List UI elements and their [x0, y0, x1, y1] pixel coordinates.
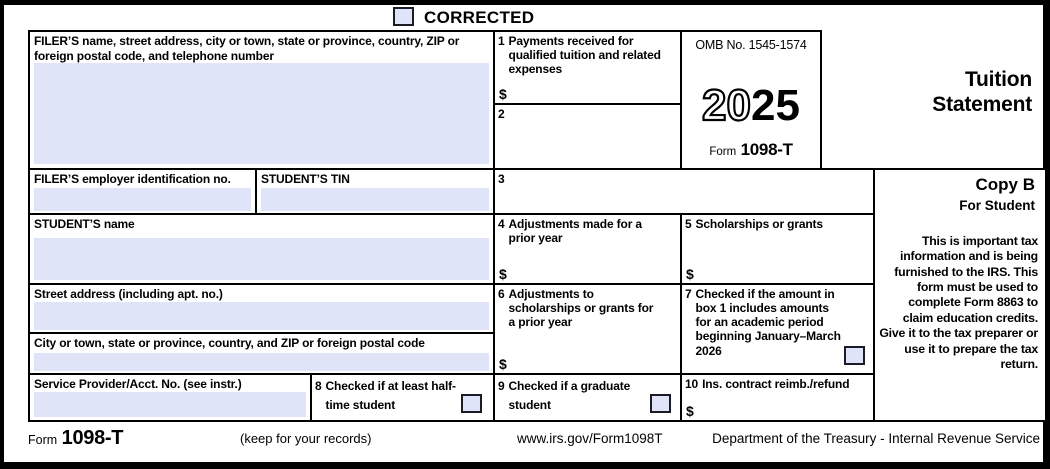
- box5-label: Scholarships or grants: [695, 217, 823, 231]
- box4-dollar-sign: $: [499, 266, 507, 282]
- box7-checkbox[interactable]: [844, 346, 865, 365]
- box10-number: 10: [685, 377, 699, 391]
- page-border-left: [0, 0, 4, 469]
- student-tin-field[interactable]: [261, 188, 489, 211]
- filer-ein-box: [28, 168, 257, 215]
- filer-info-box: [28, 30, 495, 170]
- box10-label: Ins. contract reimb./refund: [702, 377, 850, 391]
- box1-dollar-sign: $: [499, 86, 507, 102]
- city-label: City or town, state or province, country, and ZIP or foreign postal code: [34, 336, 425, 350]
- service-provider-box: [28, 373, 312, 422]
- copy-audience: For Student: [959, 198, 1035, 213]
- service-provider-field[interactable]: [34, 392, 306, 417]
- city-field[interactable]: [34, 353, 489, 371]
- box4-number: 4: [498, 217, 505, 231]
- footer-treasury-label: Department of the Treasury - Internal Revenue Service: [712, 431, 1040, 446]
- box3-number: 3: [498, 172, 505, 186]
- box6-label: Adjustments to scholarships or grants for a prior year: [508, 287, 654, 330]
- box1-label: Payments received for qualified tuition and related expenses: [508, 34, 661, 77]
- student-tin-label: STUDENT’S TIN: [261, 172, 350, 186]
- city-box: [28, 332, 495, 375]
- page-border-top: [0, 0, 1050, 5]
- box4-label: Adjustments made for a prior year: [508, 217, 642, 246]
- box7-number: 7: [685, 287, 692, 301]
- form-title: Tuition Statement: [932, 68, 1032, 116]
- box9-checkbox[interactable]: [650, 394, 671, 413]
- student-tin-box: [255, 168, 495, 215]
- tax-notice-text: This is important tax information and is being furnished to the IRS. This form must be used to complete Form 8863 to claim education credits. Give it to the tax preparer or use it to prepare the tax return.: [879, 234, 1038, 371]
- form-word: Form: [709, 146, 737, 158]
- corrected-checkbox[interactable]: [393, 7, 414, 26]
- filer-ein-label: FILER’S employer identification no.: [34, 172, 231, 186]
- box6-number: 6: [498, 287, 505, 301]
- box10-ins-contract: [680, 373, 875, 422]
- box6-adjustments-scholarships: [493, 283, 682, 375]
- box2: [493, 103, 682, 170]
- box9-number: 9: [498, 379, 505, 393]
- box8-half-time: [310, 373, 495, 422]
- filer-info-label: FILER’S name, street address, city or town, state or province, country, ZIP or foreign postal code, and telephone number: [34, 34, 460, 63]
- street-address-label: Street address (including apt. no.): [34, 287, 223, 301]
- box1-number: 1: [498, 34, 505, 48]
- student-name-box: [28, 213, 495, 285]
- footer-irs-url[interactable]: www.irs.gov/Form1098T: [517, 431, 663, 446]
- box2-number: 2: [498, 107, 505, 121]
- box3: [493, 168, 875, 215]
- box9-label: Checked if a graduate student: [508, 379, 631, 413]
- footer-form-number: Form 1098-T: [28, 427, 124, 449]
- copy-panel: [873, 168, 1047, 422]
- student-name-label: STUDENT’S name: [34, 217, 135, 231]
- box5-dollar-sign: $: [686, 266, 694, 282]
- box8-checkbox[interactable]: [461, 394, 482, 413]
- box8-label: Checked if at least half-time student: [325, 379, 456, 413]
- filer-info-field[interactable]: [34, 63, 489, 164]
- omb-number: OMB No. 1545-1574: [695, 38, 807, 52]
- footer-keep-note: (keep for your records): [240, 431, 372, 446]
- box9-graduate: [493, 373, 682, 422]
- filer-ein-field[interactable]: [34, 188, 251, 211]
- box10-dollar-sign: $: [686, 403, 694, 419]
- page-border-bottom: [0, 462, 1050, 469]
- street-address-field[interactable]: [34, 302, 489, 330]
- tax-year: 2025: [702, 81, 800, 130]
- form-number: 1098-T: [740, 140, 793, 159]
- corrected-label: CORRECTED: [424, 8, 535, 27]
- box7-academic-period: [680, 283, 875, 375]
- box5-number: 5: [685, 217, 692, 231]
- box8-number: 8: [315, 379, 322, 393]
- street-address-box: [28, 283, 495, 334]
- box7-label: Checked if the amount in box 1 includes amounts for an academic period beginning January–March 2026: [695, 287, 841, 358]
- student-name-field[interactable]: [34, 238, 489, 280]
- omb-year-box: [680, 30, 822, 170]
- service-provider-label: Service Provider/Acct. No. (see instr.): [34, 377, 242, 391]
- form-number-block: [682, 140, 820, 160]
- copy-label: Copy B: [975, 175, 1035, 194]
- box4-adjustments: [493, 213, 682, 285]
- box5-scholarships: [680, 213, 875, 285]
- box1-payments: [493, 30, 682, 105]
- box6-dollar-sign: $: [499, 356, 507, 372]
